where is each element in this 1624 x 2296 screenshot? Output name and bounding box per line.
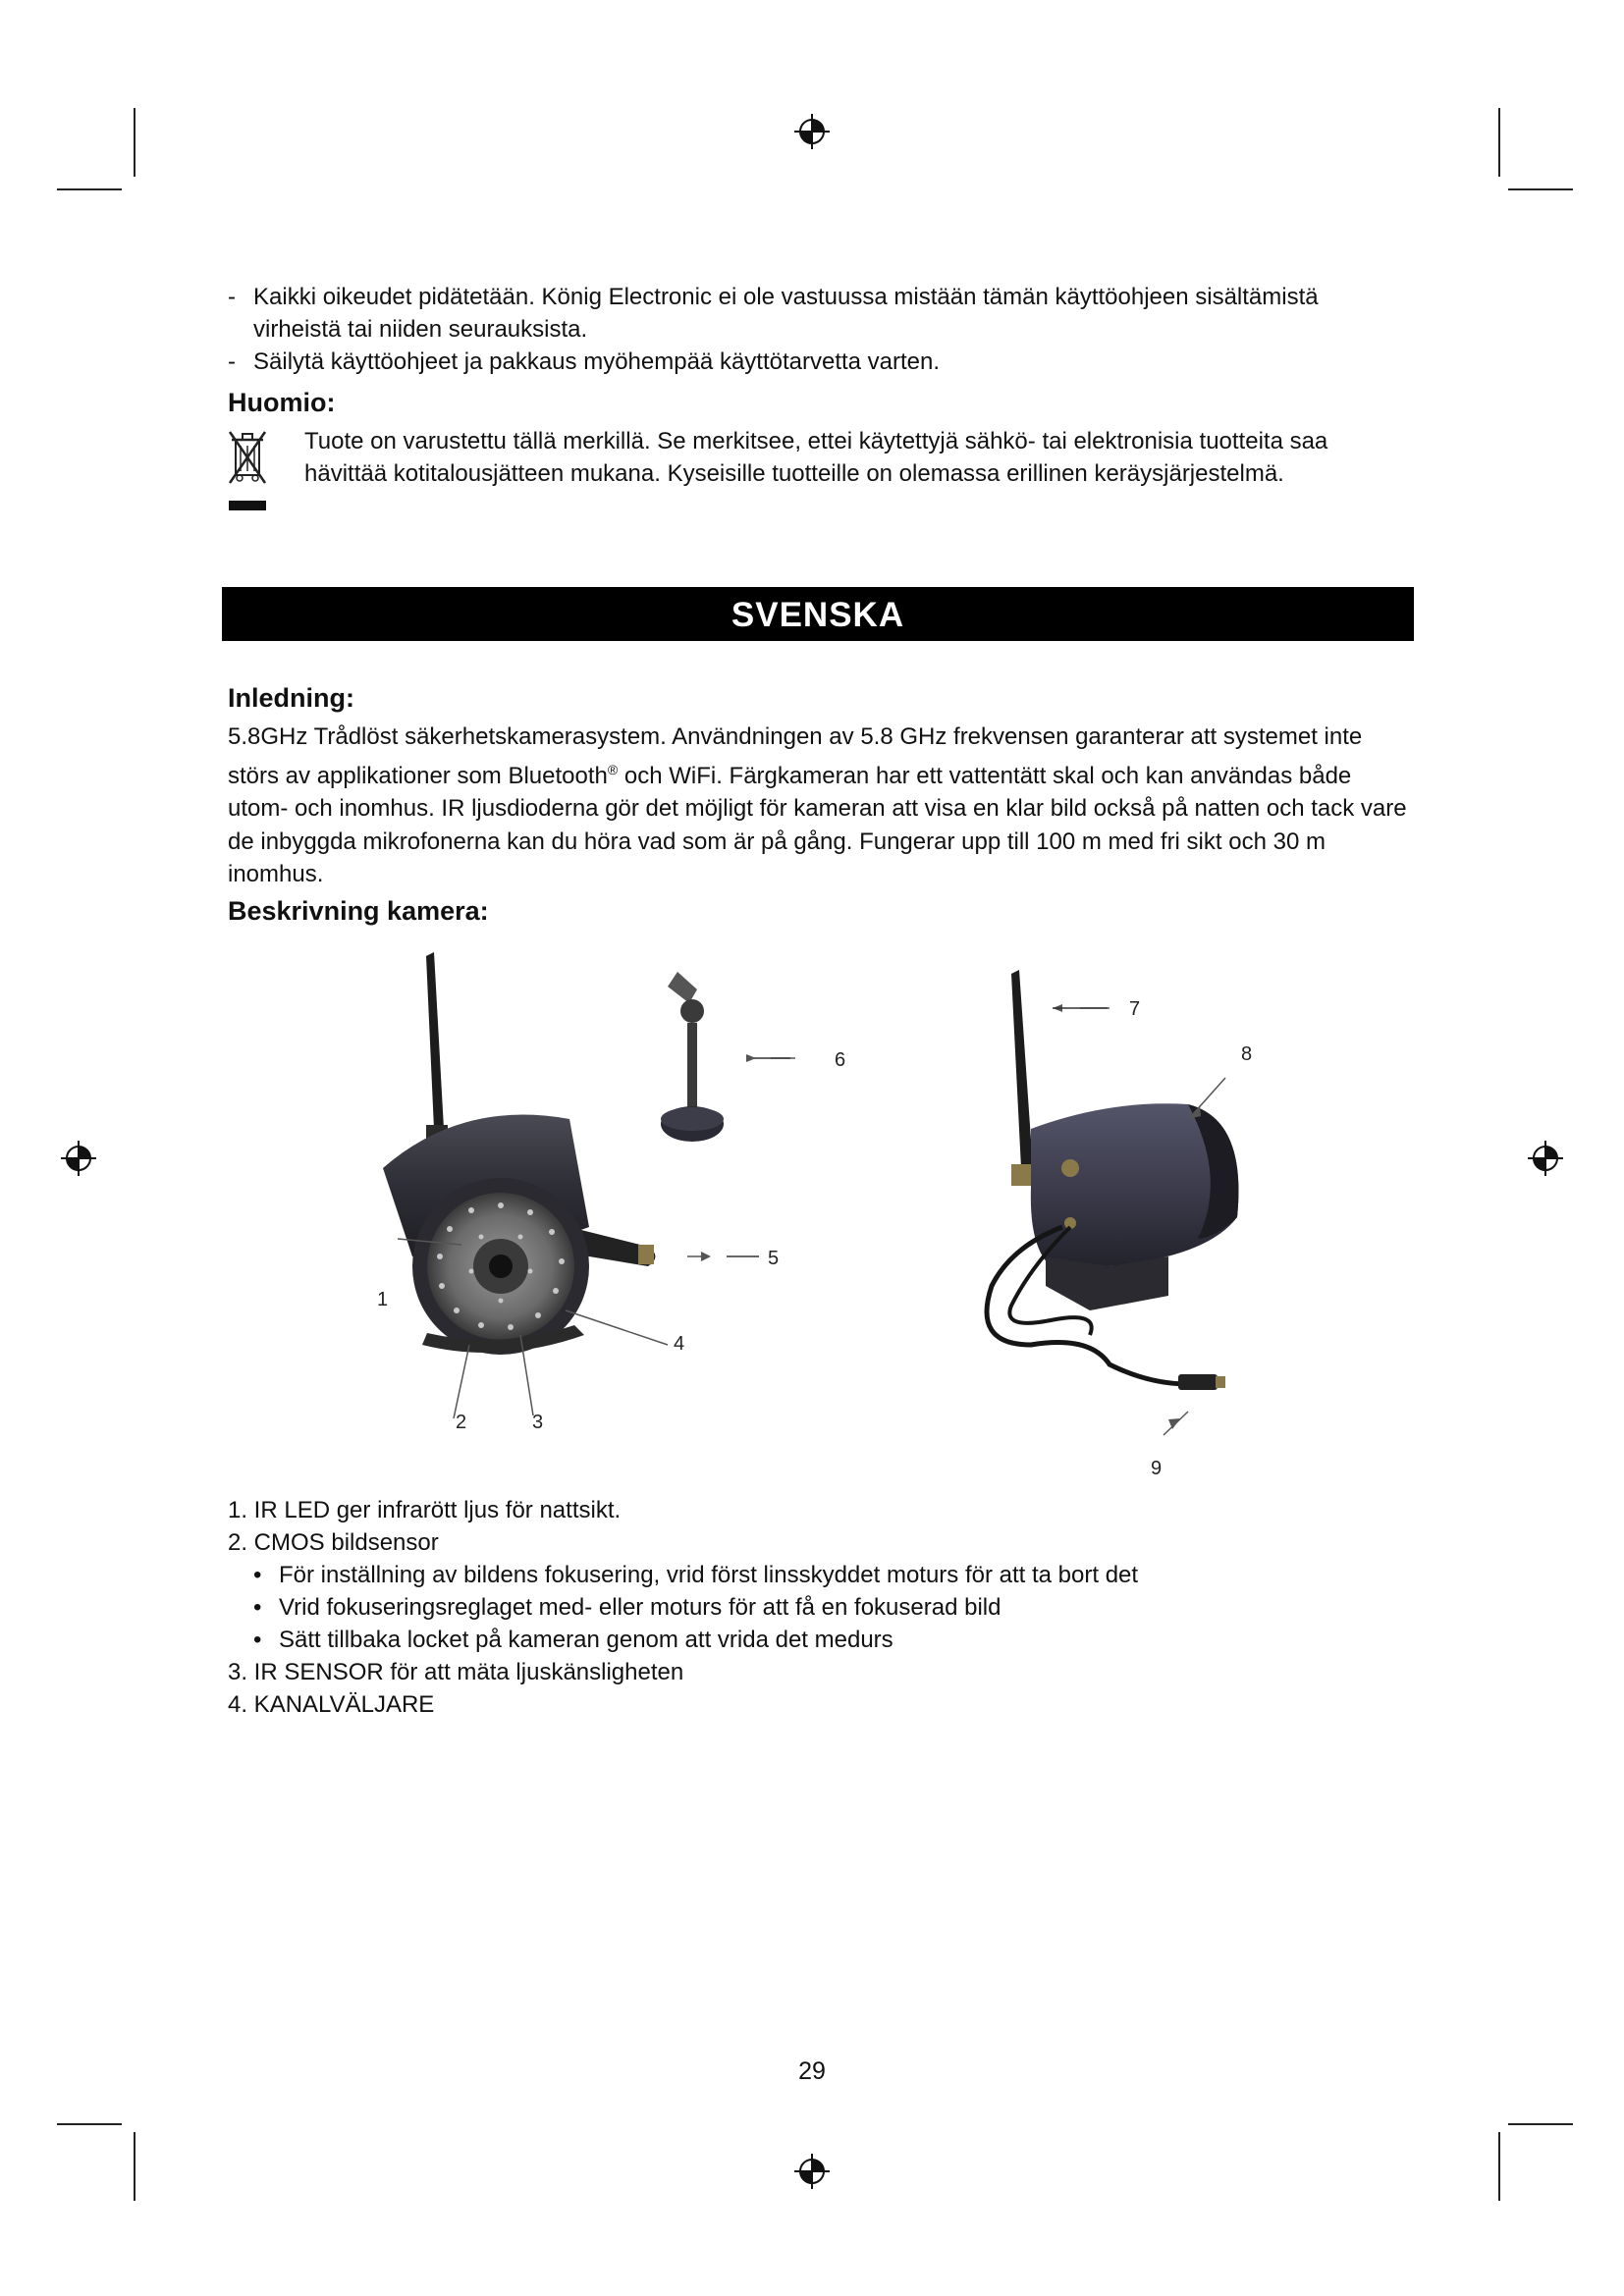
camera-rear-view: [987, 970, 1238, 1390]
registration-mark-icon: [59, 1139, 98, 1178]
registration-mark-icon: [792, 2152, 832, 2191]
parts-bullet-text: Vrid fokuseringsreglaget med- eller moturs för att få en fokuserad bild: [279, 1594, 1001, 1621]
callout-label: 8: [1241, 1043, 1253, 1065]
inledning-heading: Inledning:: [228, 683, 354, 713]
crop-mark: [134, 108, 135, 177]
parts-bullet-text: För inställning av bildens fokusering, vrid först linsskyddet moturs för att ta bort det: [279, 1562, 1139, 1588]
camera-illustration: [324, 933, 1306, 1482]
callout-label: 2: [456, 1412, 467, 1433]
registered-mark: ®: [607, 761, 619, 777]
finnish-item-2-text: Säilytä käyttöohjeet ja pakkaus myöhempää käyttötarvetta varten.: [253, 348, 941, 375]
huomio-heading: Huomio:: [228, 388, 336, 417]
callout-label: 6: [835, 1049, 846, 1071]
parts-bullet: • Sätt tillbaka locket på kameran genom att vrida det medurs: [253, 1627, 893, 1653]
crop-mark: [1508, 188, 1573, 190]
parts-bullet: • Vrid fokuseringsreglaget med- eller moturs för att få en fokuserad bild: [253, 1594, 1001, 1621]
parts-item-1: 1. IR LED ger infrarött ljus för nattsikt.: [228, 1497, 622, 1523]
camera-front-view: [383, 952, 656, 1355]
inledning-text-after: och WiFi. Färgkameran har ett vattentätt skal och kan användas både utom- och inomhus. IR ljusdioderna gör det möjligt för kameran att visa en klar bild också på natten och tack vare de inbyggda mikrofonerna kan du höra vad som är på gång. Fungerar upp till 100 m med fri sikt och 30 m inomhus.: [228, 762, 1407, 887]
crop-mark: [1498, 108, 1500, 177]
inledning-text-before: 5.8GHz Trådlöst säkerhetskamerasystem. Användningen av 5.8 GHz frekvensen garanterar att systemet inte störs av applikationer som Bluetooth: [228, 723, 1363, 789]
crop-mark: [1498, 2132, 1500, 2201]
huomio-text: Tuote on varustettu tällä merkillä. Se merkitsee, ettei käytettyjä sähkö- tai elektronisia tuotteita saa hävittää kotitalousjätteen mukana. Kyseisille tuotteille on olemassa erillinen keräysjärjestelmä.: [304, 428, 1328, 487]
inledning-paragraph: [228, 721, 1416, 891]
registration-mark-icon: [1526, 1139, 1565, 1178]
crop-mark: [57, 188, 122, 190]
parts-item-4: 4. KANALVÄLJARE: [228, 1691, 435, 1718]
finnish-list-item: - Kaikki oikeudet pidätetään. König Electronic ei ole vastuussa mistään tämän käyttöohjeen sisältämistä virheistä tai niiden seurauksista.: [228, 281, 1406, 346]
registration-mark-icon: [792, 112, 832, 151]
parts-item-3: 3. IR SENSOR för att mäta ljuskänsligheten: [228, 1659, 684, 1685]
crop-mark: [134, 2132, 135, 2201]
callout-label: 7: [1129, 998, 1141, 1020]
parts-bullet: • För inställning av bildens fokusering, vrid först linsskyddet moturs för att ta bort det: [253, 1562, 1139, 1588]
callout-label: 9: [1151, 1458, 1163, 1479]
crop-mark: [1508, 2123, 1573, 2125]
section-banner-svenska: SVENSKA: [222, 587, 1414, 641]
beskrivning-heading: Beskrivning kamera:: [228, 896, 489, 926]
callout-label: 3: [532, 1412, 544, 1433]
parts-bullet-text: Sätt tillbaka locket på kameran genom att vrida det medurs: [279, 1627, 893, 1653]
weee-bin-icon: [226, 428, 269, 520]
parts-item-2: 2. CMOS bildsensor: [228, 1529, 439, 1556]
callout-label: 5: [768, 1248, 780, 1269]
camera-mount-bracket: [661, 972, 724, 1142]
callout-label: 4: [674, 1333, 685, 1355]
finnish-item-1-text: Kaikki oikeudet pidätetään. König Electronic ei ole vastuussa mistään tämän käyttöohjeen sisältämistä virheistä tai niiden seurauksista.: [253, 284, 1319, 343]
finnish-list-item: - Säilytä käyttöohjeet ja pakkaus myöhempää käyttötarvetta varten.: [228, 346, 1406, 378]
crop-mark: [57, 2123, 122, 2125]
callout-label: 1: [377, 1289, 389, 1310]
page-number: 29: [798, 2057, 826, 2085]
